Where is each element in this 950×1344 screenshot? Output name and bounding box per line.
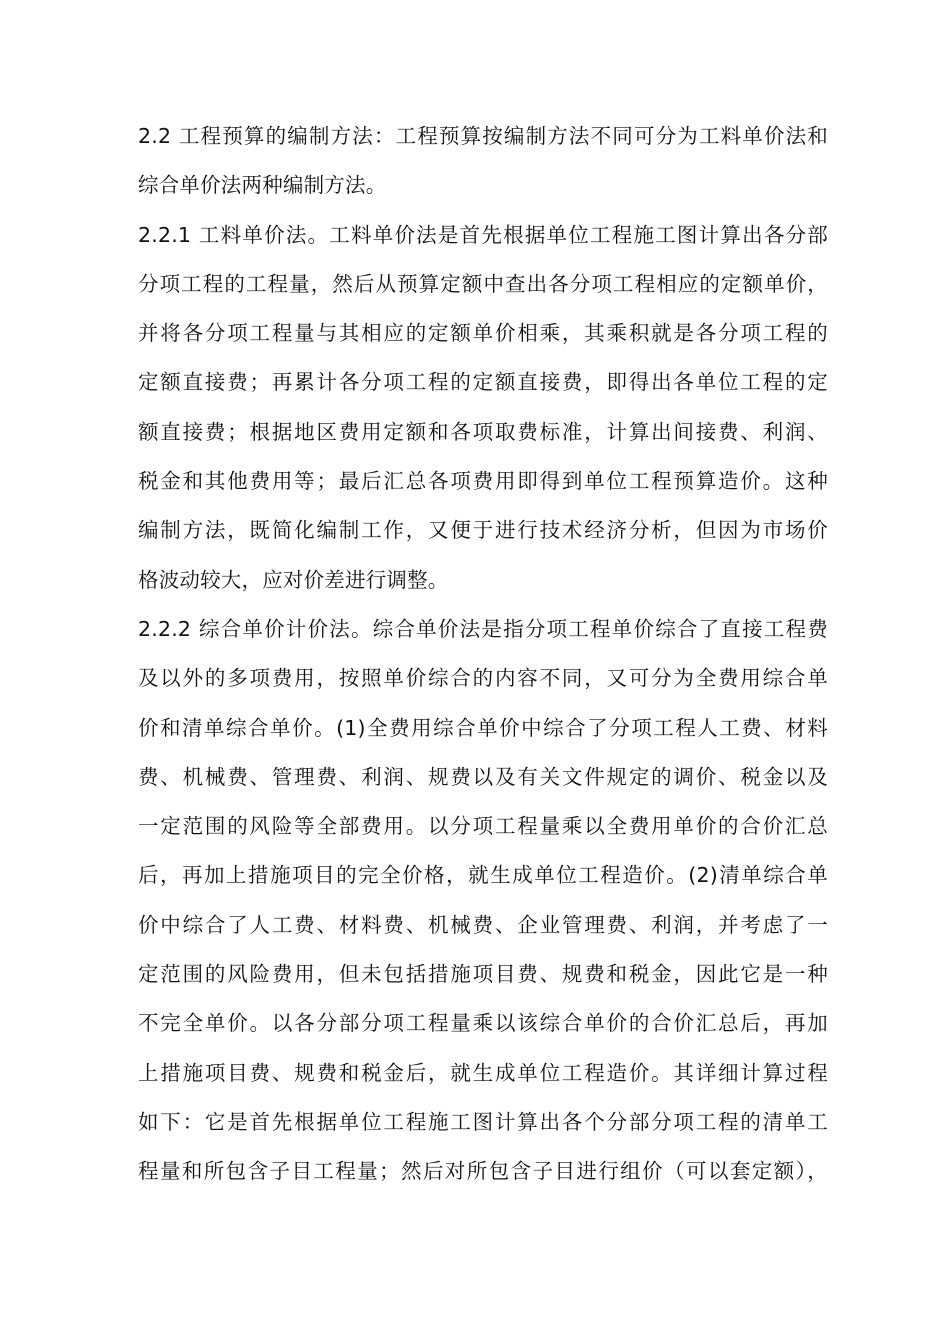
text-line: 综合单价法两种编制方法。 [138,173,387,198]
text-line: 价中综合了人工费、材料费、机械费、企业管理费、利润，并考虑了一 [138,912,828,937]
text-line: 并将各分项工程量与其相应的定额单价相乘，其乘积就是各分项工程的 [138,321,828,346]
text-line: 费、机械费、管理费、利润、规费以及有关文件规定的调价、税金以及 [138,764,828,789]
text-line: 格波动较大，应对价差进行调整。 [138,567,449,592]
text-line: 如下：它是首先根据单位工程施工图计算出各个分部分项工程的清单工 [138,1109,828,1134]
text-line: 编制方法，既简化编制工作，又便于进行技术经济分析，但因为市场价 [138,518,828,543]
text-line-section-2-2-1: 2.2.1 工料单价法。工料单价法是首先根据单位工程施工图计算出各分部 [138,222,828,247]
text-line: 上措施项目费、规费和税金后，就生成单位工程造价。其详细计算过程 [138,1060,828,1085]
text-line-section-2-2: 2.2 工程预算的编制方法：工程预算按编制方法不同可分为工料单价法和 [138,124,828,148]
body-text [138,112,828,1197]
text-line: 税金和其他费用等；最后汇总各项费用即得到单位工程预算造价。这种 [138,469,828,494]
text-line: 不完全单价。以各分部分项工程量乘以该综合单价的合价汇总后，再加 [138,1011,828,1036]
text-line: 定额直接费；再累计各分项工程的定额直接费，即得出各单位工程的定 [138,370,828,395]
text-line: 定范围的风险费用，但未包括措施项目费、规费和税金，因此它是一种 [138,962,828,987]
text-line: 及以外的多项费用，按照单价综合的内容不同，又可分为全费用综合单 [138,666,828,691]
text-line: 一定范围的风险等全部费用。以分项工程量乘以全费用单价的合价汇总 [138,814,828,839]
text-line: 分项工程的工程量，然后从预算定额中查出各分项工程相应的定额单价， [138,271,828,296]
text-line-section-2-2-2: 2.2.2 综合单价计价法。综合单价法是指分项工程单价综合了直接工程费 [138,616,828,641]
text-line: 程量和所包含子目工程量；然后对所包含子目进行组价（可以套定额）， [138,1159,828,1184]
text-line: 后，再加上措施项目的完全价格，就生成单位工程造价。(2)清单综合单 [138,863,828,888]
text-line: 价和清单综合单价。(1)全费用综合单价中综合了分项工程人工费、材料 [138,715,828,740]
text-line: 额直接费；根据地区费用定额和各项取费标准，计算出间接费、利润、 [138,419,828,444]
